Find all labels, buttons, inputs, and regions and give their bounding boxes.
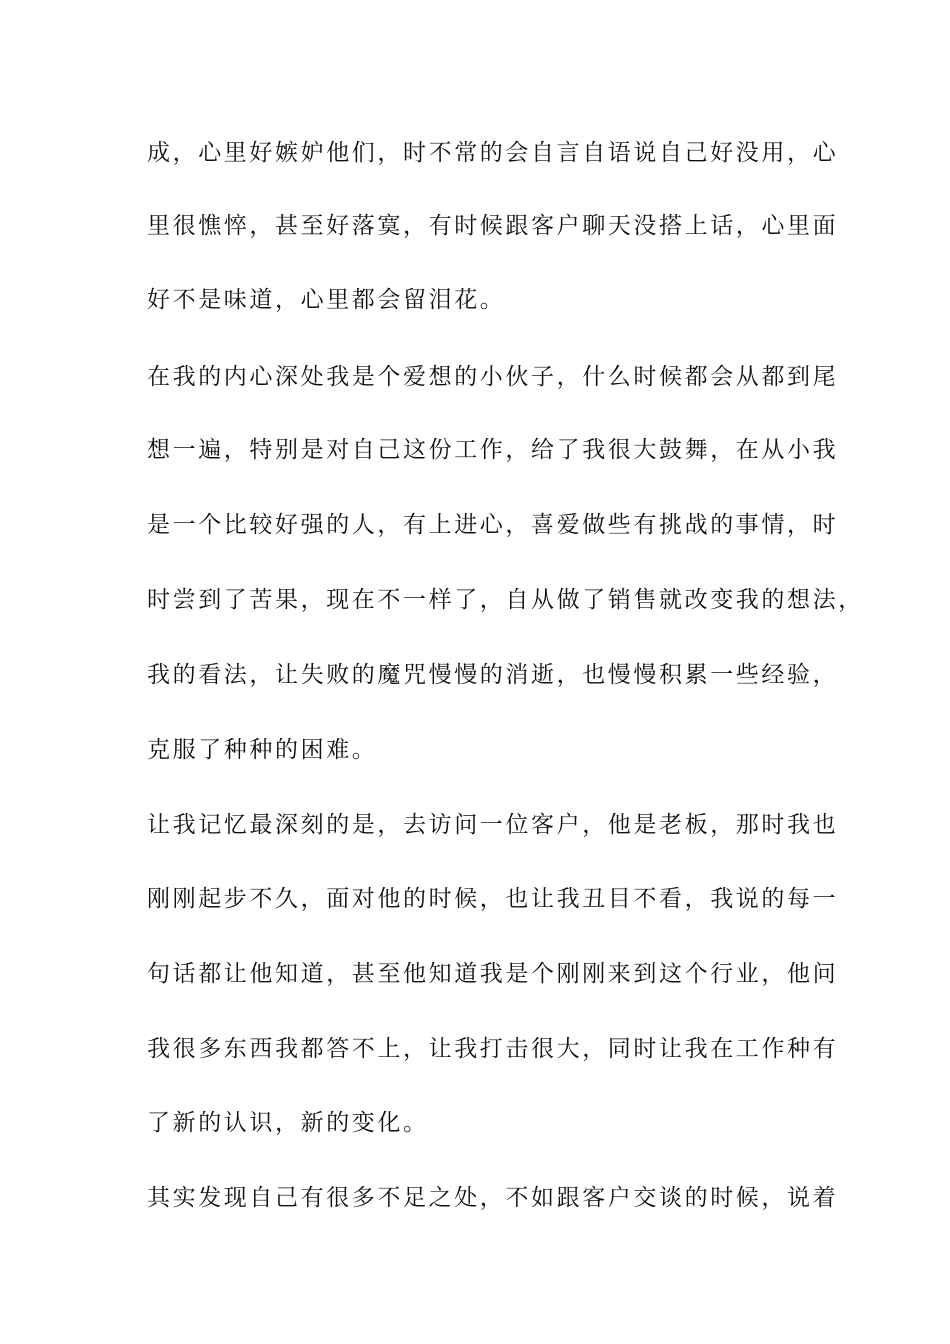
text-line: 成，心里好嫉妒他们，时不常的会自言自语说自己好没用，心 [147,140,839,166]
text-line: 我很多东西我都答不上，让我打击很大，同时让我在工作种有 [147,1036,839,1062]
text-line: 克服了种种的困难。 [147,737,378,763]
text-line: 让我记忆最深刻的是，去访问一位客户，他是老板，那时我也 [147,812,839,838]
text-line: 好不是味道，心里都会留泪花。 [147,287,506,313]
text-line: 我的看法，让失败的魔咒慢慢的消逝，也慢慢积累一些经验， [147,662,839,688]
text-line: 是一个比较好强的人，有上进心，喜爱做些有挑战的事情，时 [147,512,839,538]
text-line: 了新的认识，新的变化。 [147,1110,429,1136]
text-line: 里很憔悴，甚至好落寞，有时候跟客户聊天没搭上话，心里面 [147,213,839,239]
text-line: 时尝到了苦果，现在不一样了，自从做了销售就改变我的想法， [147,587,864,613]
text-line: 在我的内心深处我是个爱想的小伙子，什么时候都会从都到尾 [147,364,839,390]
text-line: 刚刚起步不久，面对他的时候，也让我丑目不看，我说的每一 [147,886,839,912]
text-line: 其实发现自己有很多不足之处，不如跟客户交谈的时候，说着 [147,1185,839,1211]
text-line: 句话都让他知道，甚至他知道我是个刚刚来到这个行业，他问 [147,961,839,987]
text-line: 想一遍，特别是对自己这份工作，给了我很大鼓舞，在从小我 [147,437,839,463]
